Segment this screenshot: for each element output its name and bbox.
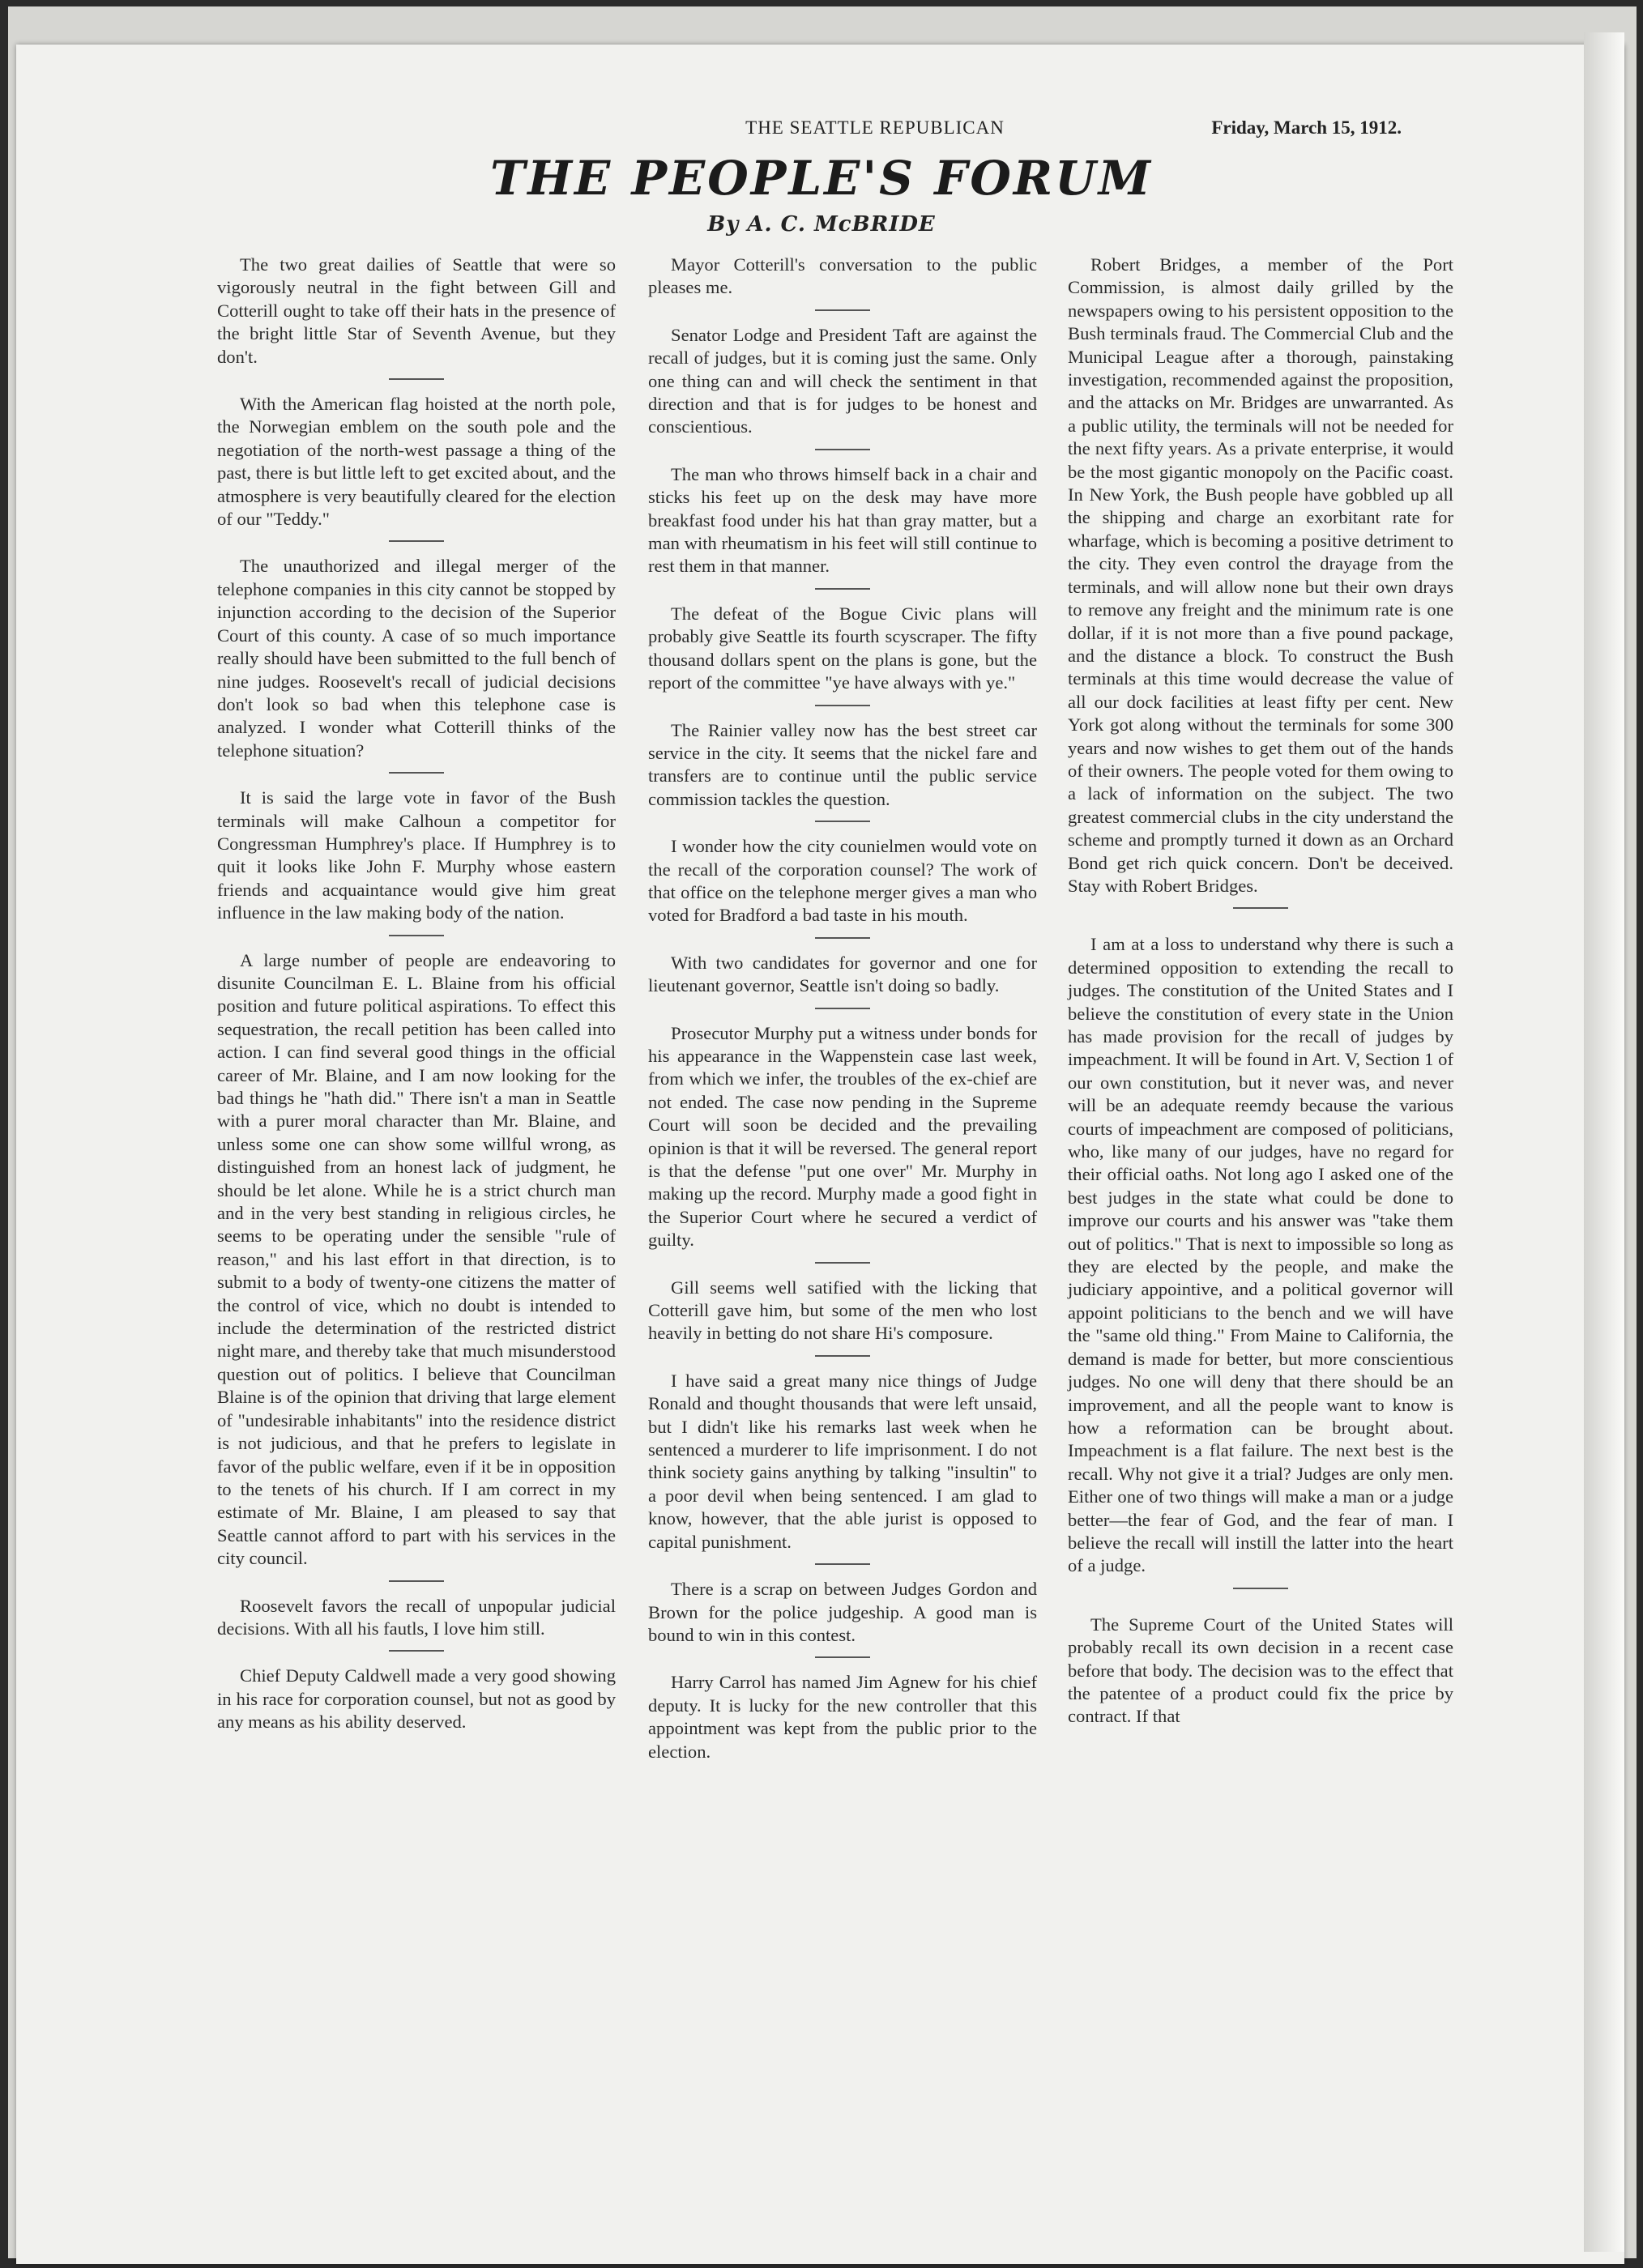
paragraph: The man who throws himself back in a chair and sticks his feet up on the desk may have more breakfast food under his hat than gray matter, but a man with rheumatism in his feet will still continue to rest them in that manner. bbox=[648, 463, 1037, 577]
section-divider bbox=[389, 772, 444, 774]
section-divider bbox=[815, 1656, 870, 1658]
section-divider bbox=[815, 1355, 870, 1357]
paper-name: THE SEATTLE REPUBLICAN bbox=[745, 117, 1005, 138]
page-gutter-shadow bbox=[1584, 32, 1624, 2252]
paragraph: I am at a loss to understand why there is such a determined opposition to extending the recall to judges. The constitution of the United States and I believe the constitution of every state in the Union has made provision for the recall of judges by impeachment. It will be found in Art. V, Section 1 of our own constitution, but it never was, and never will be an adequate reemdy because the various courts of impeachment are composed of politicians, who, like many of our judges, have no regard for their official oaths. Not long ago I asked one of the best judges in the state what could be done to improve our courts and his answer was "take them out of politics." That is next to impossible so long as they are elected by the people, and make the judiciary appointive, and a political governor will appoint politicians to the bench and we will have the "same old thing." From Maine to California, the demand is made for better, but more conscientious judges. No one will deny that there should be an improvement, and all the people want to know is how a reformation can be brought about. Impeachment is a flat failure. The next best is the recall. Why not give it a trial? Judges are only men. Either one of two things will make a man or a judge better—the fear of God, and the fear of man. I believe the recall will instill the latter into the heart of a judge. bbox=[1068, 934, 1453, 1576]
section-divider bbox=[815, 821, 870, 822]
paragraph: Roosevelt favors the recall of unpopular judicial decisions. With all his fautls, I love him still. bbox=[217, 1595, 616, 1639]
section-divider bbox=[389, 1580, 444, 1582]
masthead bbox=[0, 117, 1643, 150]
section-divider bbox=[1233, 907, 1288, 909]
page-title: THE PEOPLE'S FORUM bbox=[490, 151, 1153, 206]
section-divider bbox=[815, 309, 870, 311]
section-divider bbox=[389, 378, 444, 380]
paragraph: I have said a great many nice things of Judge Ronald and thought thousands that were left unsaid, but I didn't like his remarks last week when he sentenced a murderer to life imprisonment. I do not think society gains anything by talking "insultin" to a poor devil when being sentenced. I am glad to know, however, that the able jurist is opposed to capital punishment. bbox=[648, 1370, 1037, 1552]
section-divider bbox=[389, 1650, 444, 1652]
article-column-2 bbox=[648, 254, 1037, 2036]
paragraph: Senator Lodge and President Taft are against the recall of judges, but it is coming just the same. Only one thing can and will check the sentiment in that direction and that is for judges to be honest and conscientious. bbox=[648, 324, 1037, 437]
section-divider bbox=[815, 1563, 870, 1565]
paragraph: Gill seems well satified with the licking that Cotterill gave him, but some of the men who lost heavily in betting do not share Hi's composure. bbox=[648, 1277, 1037, 1344]
paragraph: The Supreme Court of the United States will probably recall its own decision in a recent case before that body. The decision was to the effect that the patentee of a product could fix the price by contract. If that bbox=[1068, 1614, 1453, 1727]
paragraph: It is said the large vote in favor of the Bush terminals will make Calhoun a competitor for Congressman Humphrey's place. If Humphrey is to quit it looks like John F. Murphy whose eastern friends and acquaintance would give him great influence in the law making body of the nation. bbox=[217, 787, 616, 923]
section-divider bbox=[815, 705, 870, 706]
byline: By A. C. McBRIDE bbox=[707, 212, 936, 237]
section-divider bbox=[1233, 1588, 1288, 1589]
article-column-1 bbox=[217, 254, 616, 2036]
article-column-3 bbox=[1068, 254, 1453, 2036]
section-divider bbox=[815, 1008, 870, 1009]
paragraph: A large number of people are endeavoring to disunite Councilman E. L. Blaine from his official position and future political aspirations. To effect this sequestration, the recall petition has been called into action. I can find several good things in the official career of Mr. Blaine, and I am now looking for the bad things he "hath did." There isn't a man in Seattle with a purer moral character than Mr. Blaine, and unless some one can show some willful wrong, as distinguished from an honest lack of judgment, he should be let alone. While he is a strict church man and in the very best standing in religious circles, he seems to be operating under the sensible "rule of reason," and his last effort in that direction, is to submit to a body of twenty-one citizens the matter of the control of vice, which no doubt is intended to include the determination of the restricted district night mare, and thereby take that much misunderstood question out of politics. I believe that Councilman Blaine is of the opinion that driving that large element of "undesirable inhabitants" into the residence district is not judicious, and that he prefers to legislate in favor of the public welfare, even if it be in opposition to the tenets of his church. If I am correct in my estimate of Mr. Blaine, I am pleased to say that Seattle cannot afford to part with his services in the city council. bbox=[217, 949, 616, 1569]
paragraph: With the American flag hoisted at the north pole, the Norwegian emblem on the south pole and the negotiation of the north-west passage a thing of the past, there is but little left to get excited about, and the atmosphere is very beautifully cleared for the election of our "Teddy." bbox=[217, 394, 616, 530]
section-divider bbox=[815, 449, 870, 450]
paragraph: The Rainier valley now has the best street car service in the city. It seems that the nickel fare and transfers are to continue until the public service commission tackles the question. bbox=[648, 719, 1037, 809]
issue-date: Friday, March 15, 1912. bbox=[1211, 117, 1402, 138]
paragraph: I wonder how the city counielmen would vote on the recall of the corporation counsel? The work of that office on the telephone merger gives a man who voted for Bradford a bad taste in his mouth. bbox=[648, 836, 1037, 926]
section-divider bbox=[389, 540, 444, 542]
paragraph: With two candidates for governor and one for lieutenant governor, Seattle isn't doing so badly. bbox=[648, 952, 1037, 996]
paragraph: There is a scrap on between Judges Gordon and Brown for the police judgeship. A good man is bound to win in this contest. bbox=[648, 1579, 1037, 1645]
paragraph: Chief Deputy Caldwell made a very good showing in his race for corporation counsel, but not as good by any means as his ability deserved. bbox=[217, 1665, 616, 1733]
section-divider bbox=[815, 1262, 870, 1264]
paragraph: The defeat of the Bogue Civic plans will probably give Seattle its fourth scyscraper. The fifty thousand dollars spent on the plans is gone, but the report of the committee "ye have always with ye." bbox=[648, 603, 1037, 693]
section-divider bbox=[389, 935, 444, 936]
paragraph: The unauthorized and illegal merger of the telephone companies in this city cannot be stopped by injunction according to the decision of the Superior Court of this county. A case of so much importance really should have been submitted to the full bench of nine judges. Roosevelt's recall of judicial decisions don't look so bad when this telephone case is analyzed. I wonder what Cotterill thinks of the telephone situation? bbox=[217, 556, 616, 761]
section-divider bbox=[815, 937, 870, 939]
paragraph: The two great dailies of Seattle that were so vigorously neutral in the fight between Gill and Cotterill ought to take off their hats in the presence of the bright little Star of Seventh Avenue, but they don't. bbox=[217, 254, 616, 367]
paragraph: Mayor Cotterill's conversation to the public pleases me. bbox=[648, 254, 1037, 298]
paragraph: Robert Bridges, a member of the Port Commission, is almost daily grilled by the newspapers owing to his persistent opposition to the Bush terminals fraud. The Commercial Club and the Municipal League after a thorough, painstaking investigation, recommended against the proposition, and the attacks on Mr. Bridges are unwarranted. As a public utility, the terminals will not be needed for the next fifty years. As a private enterprise, it would be the most gigantic monopoly on the Pacific coast. In New York, the Bush people have gobbled up all the shipping and charge an exorbitant rate for wharfage, which is becoming a positive detriment to the city. They even control the drayage from the terminals, and will allow none but their own drays to remove any freight and the minimum rate is one dollar, if it is not more than a five pound package, and the distance a block. To construct the Bush terminals at this time would decrease the value of all our dock facilities at least fifty per cent. New York got along without the terminals for some 300 years and now wishes to get them out of the hands of their owners. The people voted for them owing to a lack of information on the subject. The two greatest commercial clubs in the city understand the scheme and promptly turned it down as an Orchard Bond get rich quick concern. Don't be deceived. Stay with Robert Bridges. bbox=[1068, 254, 1453, 896]
paragraph: Prosecutor Murphy put a witness under bonds for his appearance in the Wappenstein case last week, from which we infer, the troubles of the ex-chief are not ended. The case now pending in the Supreme Court will soon be decided and the prevailing opinion is that it will be reversed. The general report is that the defense "put one over" Mr. Murphy in making up the record. Murphy made a good fight in the Superior Court where he secured a verdict of guilty. bbox=[648, 1022, 1037, 1251]
paragraph: Harry Carrol has named Jim Agnew for his chief deputy. It is lucky for the new controller that this appointment was kept from the public prior to the election. bbox=[648, 1672, 1037, 1762]
section-divider bbox=[815, 588, 870, 590]
